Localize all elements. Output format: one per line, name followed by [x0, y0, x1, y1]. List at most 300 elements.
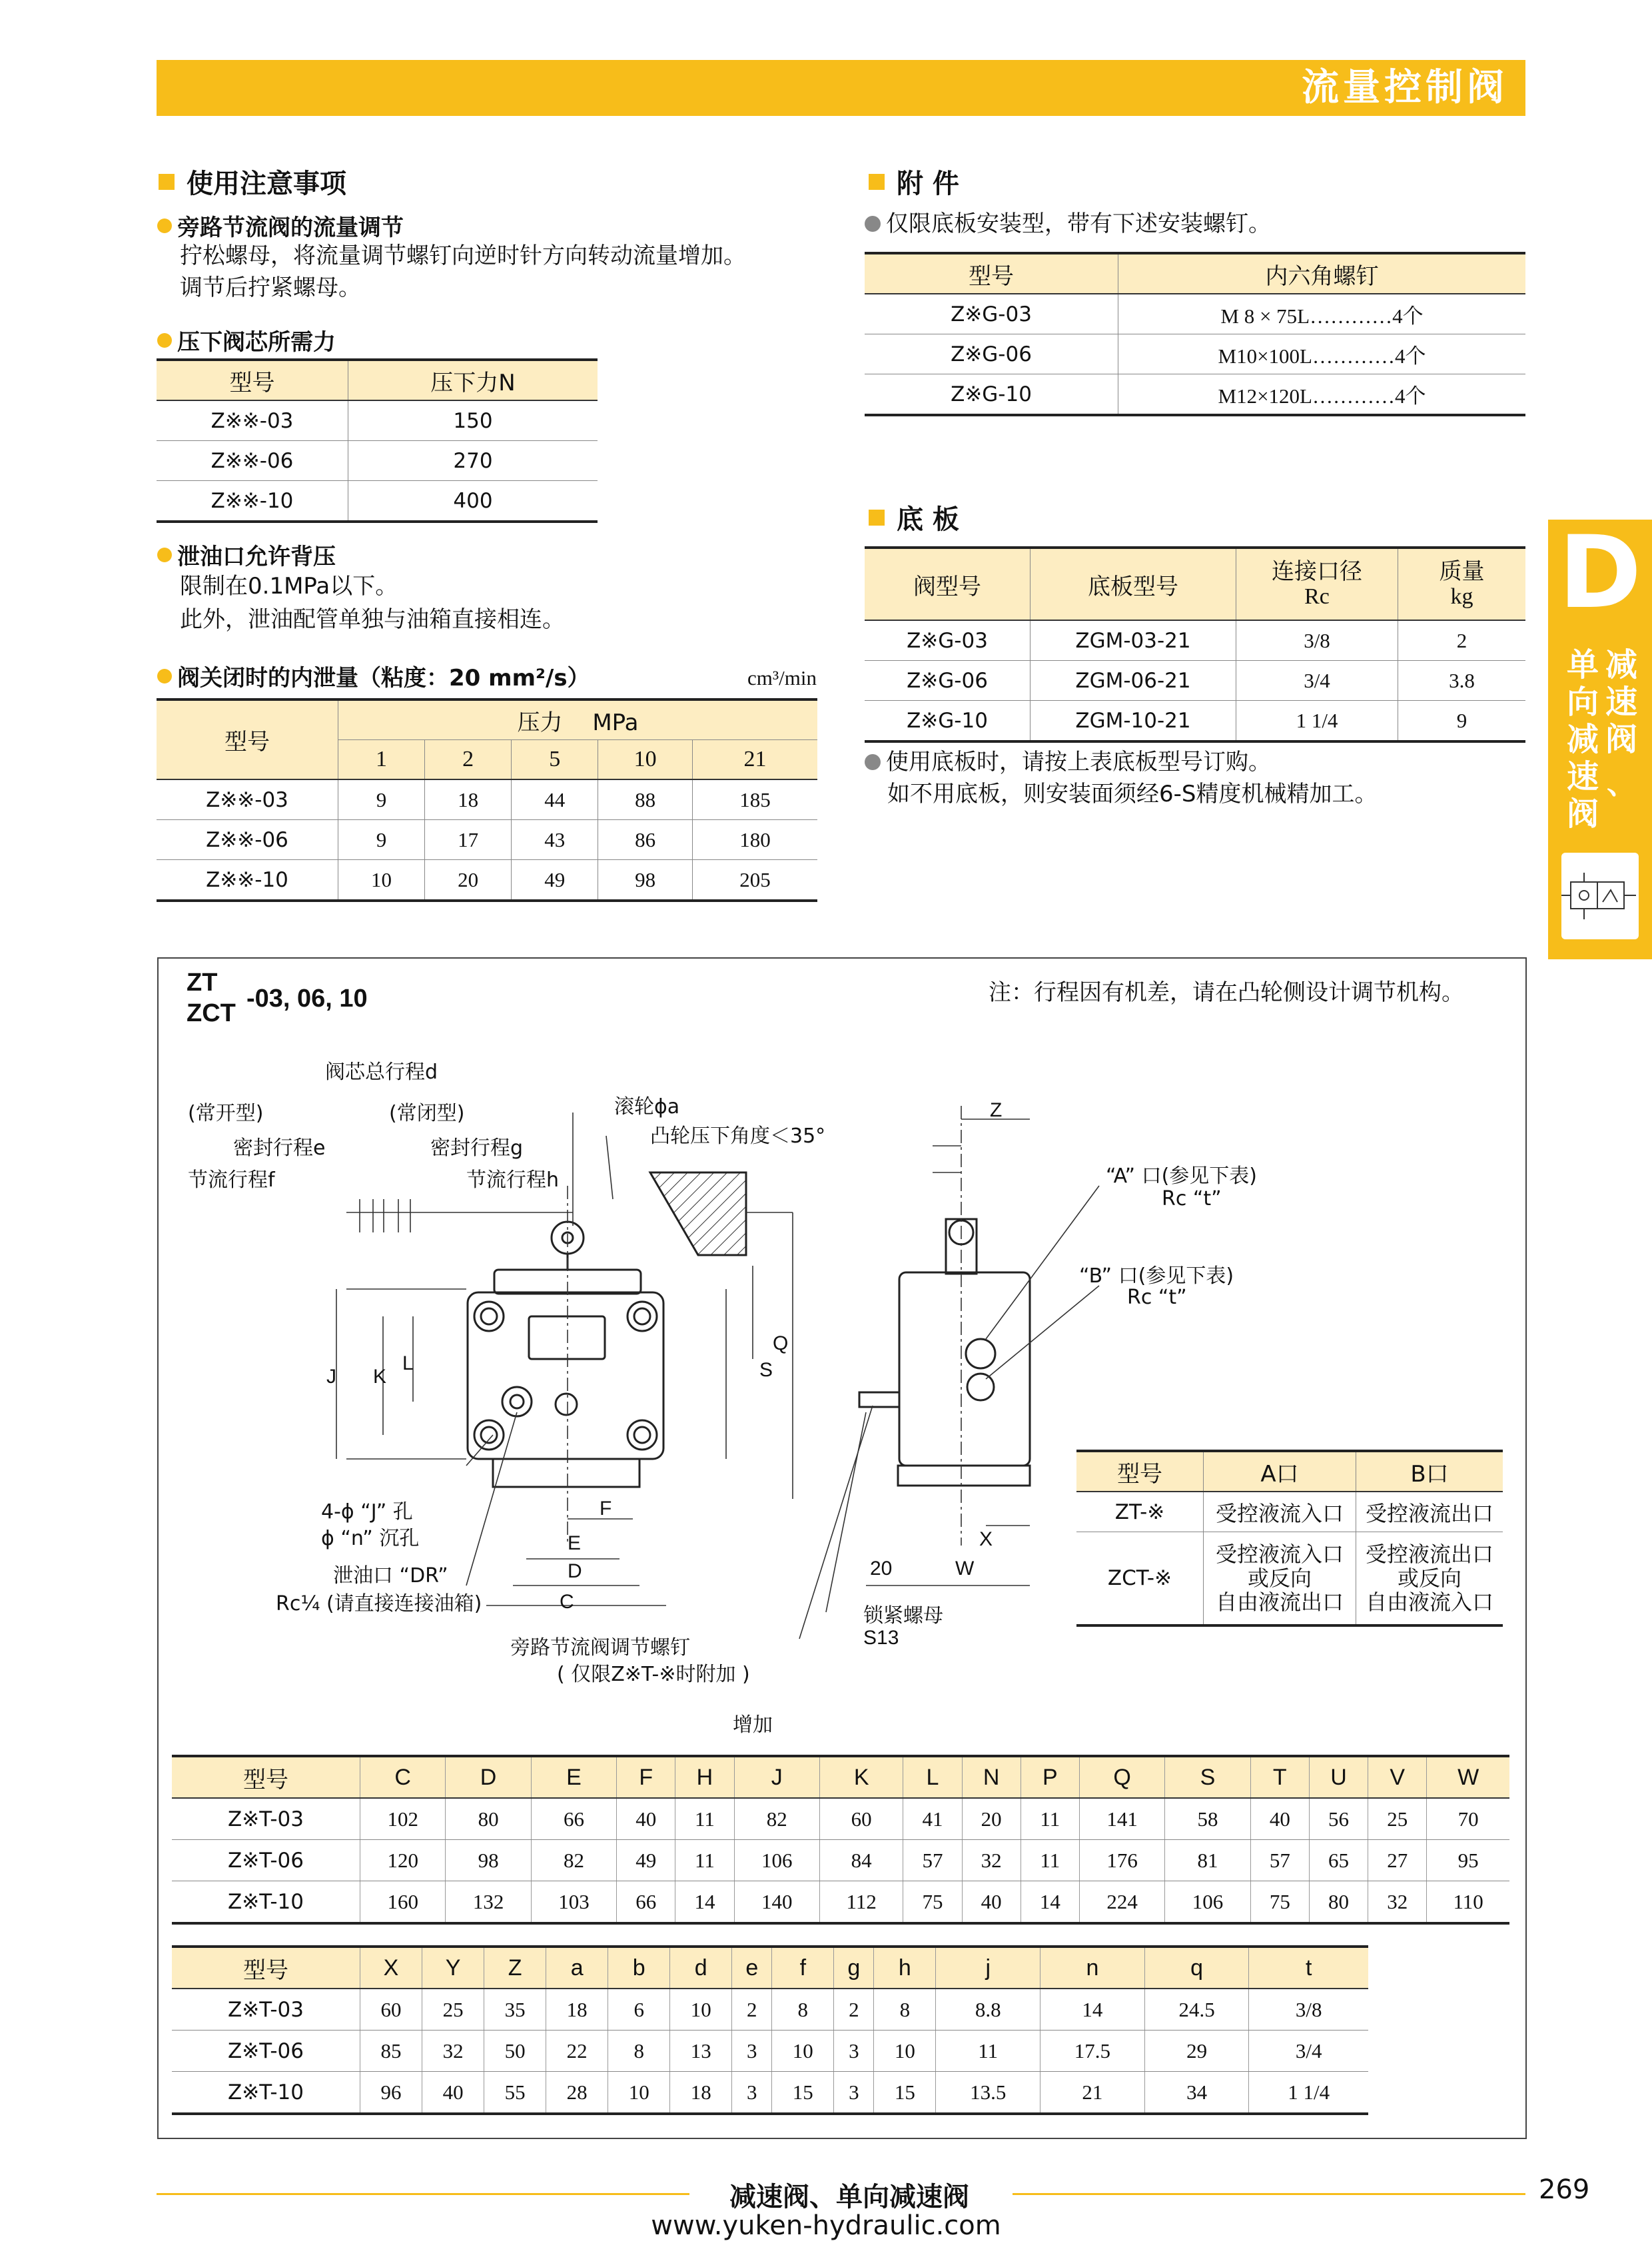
table-cell: 3/4	[1236, 661, 1398, 701]
table-cell: 11	[936, 2031, 1040, 2072]
table-cell: Z※G-03	[865, 294, 1118, 334]
table-cell: 224	[1079, 1881, 1164, 1924]
table-row	[157, 820, 817, 860]
label-seal-stroke-e: 密封行程e	[233, 1136, 326, 1160]
table-cell: 18	[670, 2072, 732, 2114]
dim-letter-q: Q	[773, 1332, 789, 1354]
table-cell: 80	[446, 1798, 531, 1840]
table-cell: 9	[338, 820, 425, 860]
table-cell: 60	[819, 1798, 903, 1840]
table-cell: ZGM-10-21	[1031, 701, 1236, 742]
table-cell: Z※※-10	[210, 488, 294, 513]
table-row	[865, 374, 1525, 416]
table-cell: 10	[670, 1989, 732, 2031]
table-cell: ZT-※	[1076, 1492, 1204, 1532]
label-b-port: “B” 口(参见下表)	[1079, 1264, 1234, 1288]
table-cell: 3	[732, 2072, 772, 2114]
table-cell: Z※T-06	[172, 2031, 360, 2072]
table-cell: 75	[1250, 1881, 1309, 1924]
label-seal-stroke-g: 密封行程g	[430, 1136, 524, 1160]
front-bottom-stem	[493, 1459, 639, 1487]
table-cell: 15	[772, 2072, 834, 2114]
table-cell: 受控液流入口	[1204, 1492, 1356, 1532]
table-cell: 103	[531, 1881, 616, 1924]
tab-letter: D	[1558, 515, 1642, 631]
table-cell: 受控液流入口 或反向 自由液流出口	[1204, 1532, 1356, 1626]
table-cell: 86	[598, 820, 693, 860]
table-cell: 120	[360, 1840, 446, 1881]
table-row	[172, 1798, 1509, 1840]
table-header: V	[1368, 1756, 1427, 1798]
tab-separator: 、	[1607, 767, 1636, 801]
table-cell: 受控液流出口	[1356, 1492, 1503, 1532]
table-header: 1	[338, 740, 425, 780]
table-cell: 3	[732, 2031, 772, 2072]
table-cell: 1 1/4	[1236, 701, 1398, 742]
table-header: d	[670, 1947, 732, 1989]
label-throttle-stroke-f: 节流行程f	[188, 1168, 275, 1192]
footer-rule-right	[1013, 2193, 1525, 2195]
table-cell: 27	[1368, 1840, 1427, 1881]
table-row	[865, 334, 1525, 374]
table-cell: 3	[834, 2031, 874, 2072]
table-cell: 65	[1309, 1840, 1368, 1881]
table-header: 内六角螺钉	[1118, 253, 1526, 294]
table-cell: 3.8	[1398, 661, 1526, 701]
bypass-heading: 旁路节流阀的流量调节	[157, 209, 404, 242]
table-cell: 20	[425, 860, 512, 901]
table-cell: 3/4	[1249, 2031, 1368, 2072]
table-header: 压力 MPa	[338, 699, 818, 740]
table-header: 5	[512, 740, 598, 780]
table-header: 型号	[172, 1947, 360, 1989]
table-header: 底板型号	[1031, 548, 1236, 620]
dot-bullet-icon	[157, 219, 172, 233]
table-header: N	[962, 1756, 1021, 1798]
table-cell: Z※G-06	[865, 334, 1118, 374]
table-header: h	[874, 1947, 936, 1989]
table-cell: 75	[903, 1881, 962, 1924]
label-bypass-screw-note: ( 仅限Z※T-※时附加 )	[557, 1663, 750, 1686]
leak-table	[157, 698, 817, 902]
table-cell: 9	[1398, 701, 1526, 742]
label-lock-nut: 锁紧螺母	[863, 1604, 943, 1627]
table-header: q	[1144, 1947, 1249, 1989]
table-cell: 43	[512, 820, 598, 860]
table-cell: 24.5	[1144, 1989, 1249, 2031]
leak-unit: cm³/min	[747, 666, 817, 689]
table-cell: 2	[1398, 620, 1526, 661]
table-cell: 160	[360, 1881, 446, 1924]
page-title: 流量控制阀	[1302, 66, 1508, 109]
table-header: Z	[484, 1947, 546, 1989]
force-table	[157, 358, 598, 523]
table-cell: Z※G-10	[907, 708, 988, 733]
baseplate-heading: 底 板	[869, 498, 959, 536]
table-cell: Z※※-03	[157, 400, 348, 441]
page-number: 269	[1539, 2174, 1590, 2205]
table-row	[172, 1989, 1368, 2031]
table-row	[1076, 1532, 1503, 1626]
table-row	[865, 661, 1525, 701]
table-cell: M12×120L…………4个	[1118, 374, 1526, 416]
table-header: J	[734, 1756, 819, 1798]
table-cell: 58	[1165, 1798, 1250, 1840]
table-row	[172, 2031, 1368, 2072]
table-cell: 10	[338, 860, 425, 901]
table-header: Y	[422, 1947, 484, 1989]
table-cell: Z※T-03	[172, 1989, 360, 2031]
table-cell: 32	[962, 1840, 1021, 1881]
table-cell: 82	[734, 1798, 819, 1840]
dim-letter-w: W	[955, 1558, 975, 1580]
table-cell: 35	[484, 1989, 546, 2031]
table-header: K	[819, 1756, 903, 1798]
table-cell: 106	[734, 1840, 819, 1881]
accessory-note: 仅限底板安装型，带有下述安装螺钉。	[865, 208, 1271, 240]
table-cell: 40	[962, 1881, 1021, 1924]
drain-heading: 泄油口允许背压	[157, 538, 336, 571]
table-cell: Z※G-10	[951, 382, 1032, 406]
dim-letter-e: E	[568, 1532, 582, 1554]
table-cell: Z※T-06	[172, 1840, 360, 1881]
dot-bullet-icon	[157, 669, 172, 683]
table-row	[157, 481, 598, 522]
table-cell: 20	[962, 1798, 1021, 1840]
leak-heading: 阀关闭时的内泄量（粘度：20 mm²/s）	[157, 660, 590, 692]
table-row	[865, 620, 1525, 661]
table-cell: 180	[692, 820, 817, 860]
dot-bullet-icon	[865, 754, 881, 770]
label-throttle-stroke-h: 节流行程h	[466, 1168, 560, 1192]
label-drain-note: Rc¼ (请直接连接油箱)	[276, 1592, 482, 1615]
accessory-heading: 附 件	[869, 163, 959, 201]
table-header: g	[834, 1947, 874, 1989]
table-cell: 98	[598, 860, 693, 901]
table-cell: 32	[1368, 1881, 1427, 1924]
table-cell: 18	[425, 779, 512, 820]
cam-shape	[650, 1172, 746, 1255]
table-cell: 13.5	[936, 2072, 1040, 2114]
table-header: 压下力N	[348, 360, 598, 400]
table-header: 型号	[172, 1756, 360, 1798]
drawing-model-suffix: -03, 06, 10	[246, 985, 368, 1013]
table-cell: 10	[772, 2031, 834, 2072]
table-cell: 8	[772, 1989, 834, 2031]
label-roller: 滚轮ϕa	[614, 1095, 680, 1119]
table-cell: 88	[598, 779, 693, 820]
table-header: f	[772, 1947, 834, 1989]
table-cell: 14	[675, 1881, 734, 1924]
table-header: W	[1427, 1756, 1509, 1798]
label-counterbore: ϕ “n” 沉孔	[321, 1527, 420, 1550]
table-cell: 8	[874, 1989, 936, 2031]
label-spool-stroke: 阀芯总行程d	[325, 1061, 438, 1084]
table-row	[172, 1881, 1509, 1924]
table-cell: 66	[531, 1798, 616, 1840]
table-cell: Z※※-03	[157, 779, 338, 820]
accessory-table	[865, 252, 1525, 416]
table-cell: 110	[1427, 1881, 1509, 1924]
table-cell: Z※※-06	[157, 441, 348, 481]
table-cell: 22	[546, 2031, 608, 2072]
table-header: 10	[598, 740, 693, 780]
table-cell: 8	[608, 2031, 670, 2072]
table-cell: 140	[734, 1881, 819, 1924]
table-header: C	[360, 1756, 446, 1798]
label-increase: 增加	[733, 1713, 773, 1737]
drawing-model-name: ZT ZCT	[187, 969, 236, 1027]
table-cell: ZGM-06-21	[1031, 661, 1236, 701]
table-row	[157, 400, 598, 441]
dim-letter-z: Z	[990, 1099, 1003, 1121]
table-cell: 80	[1309, 1881, 1368, 1924]
table-cell: 10	[608, 2072, 670, 2114]
table-cell: 132	[446, 1881, 531, 1924]
table-row	[157, 441, 598, 481]
dim-letter-f: F	[600, 1498, 612, 1520]
table-cell: 11	[675, 1798, 734, 1840]
table-header: n	[1040, 1947, 1145, 1989]
table-cell: 150	[348, 400, 598, 441]
square-bullet-icon	[869, 174, 885, 190]
table-cell: 95	[1427, 1840, 1509, 1881]
table-cell: 176	[1079, 1840, 1164, 1881]
label-normally-closed: (常闭型)	[389, 1102, 465, 1125]
table-cell: 40	[422, 2072, 484, 2114]
table-header: 质量 kg	[1398, 548, 1526, 620]
table-cell: 11	[1021, 1798, 1079, 1840]
table-header: 2	[425, 740, 512, 780]
label-dim-20: 20	[870, 1558, 893, 1580]
header-bar	[157, 60, 1525, 116]
table-cell: 2	[834, 1989, 874, 2031]
table-cell: 13	[670, 2031, 732, 2072]
table-cell: 66	[617, 1881, 675, 1924]
drawing-note: 注：行程因有机差，请在凸轮侧设计调节机构。	[989, 979, 1464, 1006]
table-cell: 25	[1368, 1798, 1427, 1840]
table-cell: M 8 × 75L…………4个	[1118, 294, 1526, 334]
table-cell: 205	[692, 860, 817, 901]
table-header: 型号	[1076, 1451, 1204, 1492]
table-cell: Z※G-03	[865, 620, 1031, 661]
table-cell: 141	[1079, 1798, 1164, 1840]
table-header: a	[546, 1947, 608, 1989]
table-cell: Z※T-10	[228, 1889, 304, 1914]
side-bottom	[898, 1466, 1030, 1486]
table-cell: 32	[422, 2031, 484, 2072]
label-normally-open: (常开型)	[188, 1102, 264, 1125]
table-cell: 14	[1040, 1989, 1145, 2031]
valve-dimension-drawing	[160, 1039, 1519, 1739]
table-cell: 受控液流出口 或反向 自由液流入口	[1356, 1532, 1503, 1626]
label-a-port: “A” 口(参见下表)	[1106, 1164, 1257, 1188]
adjust-screw	[859, 1392, 899, 1407]
table-cell: 85	[360, 2031, 422, 2072]
side-body-outline	[899, 1272, 1030, 1466]
table-cell: 28	[546, 2072, 608, 2114]
table-header: 阀型号	[865, 548, 1031, 620]
table-cell: 11	[1021, 1840, 1079, 1881]
table-cell: 9	[338, 779, 425, 820]
table-header: D	[446, 1756, 531, 1798]
table-cell: 18	[546, 1989, 608, 2031]
table-cell: 270	[348, 441, 598, 481]
dim-letter-j: J	[326, 1366, 336, 1388]
label-s13: S13	[863, 1627, 899, 1649]
port-a	[966, 1339, 995, 1368]
bypass-text-1: 拧松螺母，将流量调节螺钉向逆时针方向转动流量增加。	[180, 242, 746, 269]
section-tab	[1548, 515, 1652, 959]
table-header: 连接口径 Rc	[1236, 548, 1398, 620]
table-header: e	[732, 1947, 772, 1989]
table-header: S	[1165, 1756, 1250, 1798]
table-cell: 8.8	[936, 1989, 1040, 2031]
dim-letter-d: D	[568, 1560, 582, 1582]
label-drain-port: 泄油口 “DR”	[333, 1564, 448, 1587]
table-cell: Z※※-06	[157, 820, 338, 860]
table-cell: 10	[874, 2031, 936, 2072]
force-heading: 压下阀芯所需力	[157, 324, 336, 356]
table-header: t	[1249, 1947, 1368, 1989]
table-cell: 41	[903, 1798, 962, 1840]
baseplate-table	[865, 546, 1525, 743]
table-header: A口	[1204, 1451, 1356, 1492]
tab-text-left: 单向减速阀	[1566, 646, 1599, 833]
table-cell: 57	[903, 1840, 962, 1881]
table-header: 型号	[157, 360, 348, 400]
baseplate-note-1: 使用底板时，请按上表底板型号订购。	[865, 746, 1271, 778]
dim-letter-s: S	[759, 1359, 773, 1381]
table-cell: 185	[692, 779, 817, 820]
dim-letter-c: C	[560, 1591, 574, 1613]
table-header: P	[1021, 1756, 1079, 1798]
table-cell: 3/8	[1249, 1989, 1368, 2031]
table-cell: 17.5	[1040, 2031, 1145, 2072]
table-cell: 82	[531, 1840, 616, 1881]
table-row	[172, 1840, 1509, 1881]
table-cell: 102	[360, 1798, 446, 1840]
table-cell: 40	[1250, 1798, 1309, 1840]
dimension-table-2	[172, 1945, 1368, 2115]
table-header: H	[675, 1756, 734, 1798]
table-header: 21	[692, 740, 817, 780]
table-header: X	[360, 1947, 422, 1989]
table-cell: 40	[617, 1798, 675, 1840]
table-cell: 34	[1144, 2072, 1249, 2114]
table-header: B口	[1356, 1451, 1503, 1492]
table-cell: 3	[834, 2072, 874, 2114]
footer-url[interactable]: www.yuken-hydraulic.com	[651, 2210, 1001, 2241]
table-cell: ZGM-03-21	[1031, 620, 1236, 661]
table-cell: 21	[1040, 2072, 1145, 2114]
table-cell: 25	[422, 1989, 484, 2031]
table-cell: 2	[732, 1989, 772, 2031]
table-cell: M10×100L…………4个	[1118, 334, 1526, 374]
table-cell: 84	[819, 1840, 903, 1881]
dim-letter-l: L	[402, 1352, 414, 1374]
label-cam-angle: 凸轮压下角度＜35°	[650, 1125, 826, 1148]
table-cell: 112	[819, 1881, 903, 1924]
table-cell: 56	[1309, 1798, 1368, 1840]
table-header: 型号	[157, 699, 338, 779]
table-cell: Z※T-03	[172, 1798, 360, 1840]
table-cell: 70	[1427, 1798, 1509, 1840]
dot-bullet-icon	[157, 333, 172, 348]
table-cell: 29	[1144, 2031, 1249, 2072]
tab-text-right: 减速阀	[1605, 646, 1637, 758]
bypass-text-2: 调节后拧紧螺母。	[180, 274, 361, 301]
table-cell: 400	[348, 481, 598, 522]
table-cell: 98	[446, 1840, 531, 1881]
table-header: Q	[1079, 1756, 1164, 1798]
table-cell: 11	[675, 1840, 734, 1881]
table-row	[157, 860, 817, 901]
front-nameplate	[529, 1316, 605, 1359]
table-header: E	[531, 1756, 616, 1798]
footer-rule-left	[157, 2193, 689, 2195]
label-b-port-rc: Rc “t”	[1127, 1286, 1187, 1309]
table-header: T	[1250, 1756, 1309, 1798]
dot-bullet-icon	[157, 548, 172, 562]
dim-letter-k: K	[373, 1366, 387, 1388]
table-cell: 49	[617, 1840, 675, 1881]
footer-title: 减速阀、单向减速阀	[729, 2182, 969, 2212]
label-bypass-screw: 旁路节流阀调节螺钉	[510, 1636, 690, 1659]
table-header: L	[903, 1756, 962, 1798]
table-cell: 44	[512, 779, 598, 820]
port-b	[967, 1374, 994, 1400]
drain-text-2: 此外，泄油配管单独与油箱直接相连。	[180, 606, 565, 633]
dot-bullet-icon	[865, 216, 881, 232]
table-cell: Z※G-06	[865, 661, 1031, 701]
table-cell: 6	[608, 1989, 670, 2031]
table-cell: ZCT-※	[1107, 1566, 1172, 1590]
table-cell: 60	[360, 1989, 422, 2031]
precautions-heading: 使用注意事项	[159, 163, 346, 201]
drain-text-1: 限制在0.1MPa以下。	[180, 573, 398, 600]
table-cell: Z※T-10	[228, 2080, 304, 2104]
table-row	[865, 294, 1525, 334]
table-row	[1076, 1492, 1503, 1532]
table-cell: 81	[1165, 1840, 1250, 1881]
square-bullet-icon	[159, 174, 175, 190]
table-row	[865, 701, 1525, 742]
table-cell: 1 1/4	[1249, 2072, 1368, 2114]
table-cell: 106	[1165, 1881, 1250, 1924]
table-cell: 57	[1250, 1840, 1309, 1881]
square-bullet-icon	[869, 510, 885, 526]
table-header: b	[608, 1947, 670, 1989]
table-cell: 15	[874, 2072, 936, 2114]
baseplate-note-2: 如不用底板，则安装面须经6-S精度机械精加工。	[887, 781, 1378, 807]
table-cell: 14	[1021, 1881, 1079, 1924]
dimension-table-1	[172, 1755, 1509, 1925]
table-header: F	[617, 1756, 675, 1798]
table-cell: 49	[512, 860, 598, 901]
label-a-port-rc: Rc “t”	[1162, 1187, 1222, 1210]
table-cell: 17	[425, 820, 512, 860]
table-header: U	[1309, 1756, 1368, 1798]
table-cell: 55	[484, 2072, 546, 2114]
table-header: 型号	[865, 253, 1118, 294]
table-header: j	[936, 1947, 1040, 1989]
table-cell: 50	[484, 2031, 546, 2072]
table-cell: 3/8	[1236, 620, 1398, 661]
table-row	[157, 779, 817, 820]
table-row	[172, 2072, 1368, 2114]
valve-symbol-icon	[1561, 853, 1639, 939]
